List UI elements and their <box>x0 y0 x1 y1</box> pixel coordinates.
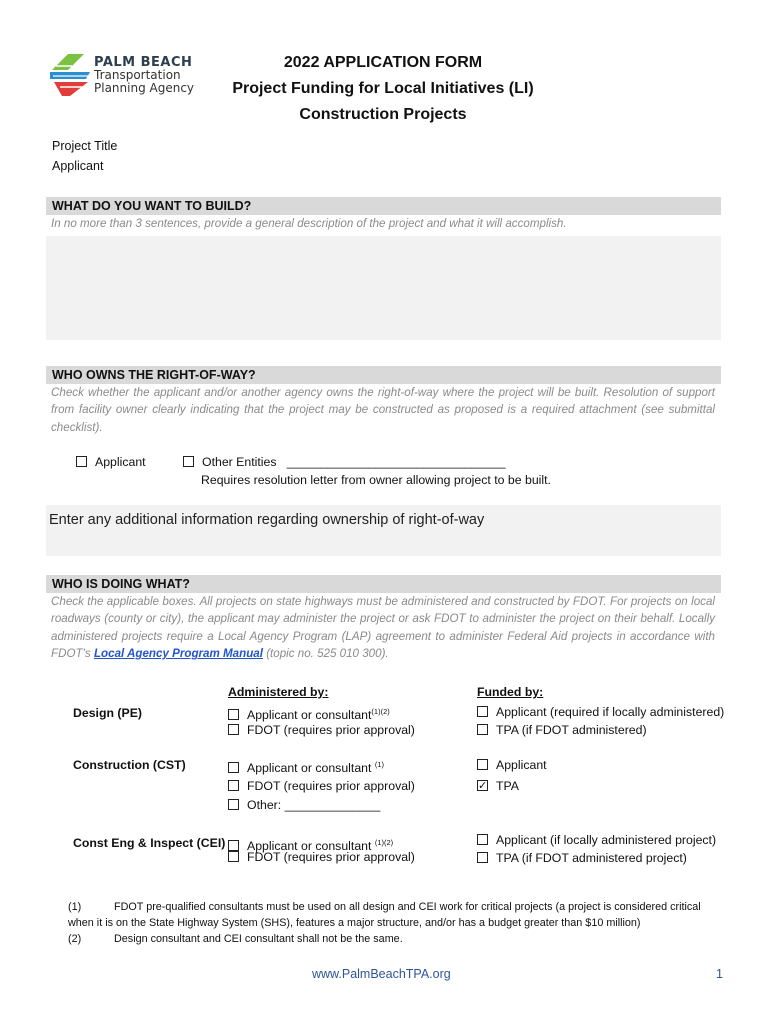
footnote-ref: (1)(2) <box>374 838 394 847</box>
design-fund-applicant-checkbox[interactable] <box>477 706 488 717</box>
row-option-applicant[interactable] <box>76 453 146 471</box>
who-instruction <box>51 593 715 662</box>
footnote-1-text: FDOT pre-qualified consultants must be used on all design and CEI work for critical projects (a project is considered critical <box>114 901 701 913</box>
row-applicant-checkbox[interactable] <box>76 456 87 467</box>
col-funded-header: Funded by: <box>477 685 544 699</box>
logo-line1: PALM BEACH <box>94 55 193 70</box>
applicant-label: Applicant <box>52 159 104 173</box>
construction-fund-applicant-label: Applicant <box>496 758 547 772</box>
who-instruction-tail: (topic no. 525 010 300). <box>262 646 389 660</box>
design-fund-tpa[interactable] <box>477 721 647 739</box>
build-description-field[interactable] <box>46 236 721 340</box>
design-admin-fdot[interactable] <box>228 721 415 739</box>
title-line1: 2022 APPLICATION FORM <box>283 54 483 71</box>
build-instruction: In no more than 3 sentences, provide a general description of the project and what it will accomplish. <box>51 217 567 230</box>
design-fund-tpa-label: TPA (if FDOT administered) <box>496 723 647 737</box>
row-instruction: Check whether the applicant and/or another agency owns the right-of-way where the project will be built. Resolution of support from facility owner clearly indicating that the project may be constructed as proposed is a required attachment (see submittal checklist). <box>51 386 715 434</box>
construction-admin-fdot-label: FDOT (requires prior approval) <box>247 779 415 793</box>
footnote-2-num: (2) <box>68 933 82 945</box>
cei-row-label: Const Eng & Inspect (CEI) <box>73 836 226 850</box>
row-other-checkbox[interactable] <box>183 456 194 467</box>
cei-fund-applicant-checkbox[interactable] <box>477 834 488 845</box>
who-instruction-text: Check the applicable boxes. All projects on state highways must be administered and constructed by FDOT. For projects on local roadways (county or city), the applicant may administer the project or ask FDOT to administer the project on their behalf. Locally administered projects require a Local Agency Program (LAP) agreement to administer Federal Aid projects in accordance with FDOT’s <box>51 595 715 660</box>
row-other-label: Other Entities <box>202 455 277 469</box>
footnote-2-text: Design consultant and CEI consultant shall not be the same. <box>114 933 403 945</box>
row-additional-field[interactable] <box>46 505 721 556</box>
design-admin-fdot-checkbox[interactable] <box>228 724 239 735</box>
lap-manual-link[interactable]: Local Agency Program Manual <box>93 646 263 660</box>
design-admin-fdot-label: FDOT (requires prior approval) <box>247 723 415 737</box>
cei-fund-tpa[interactable] <box>477 849 687 867</box>
design-admin-applicant-label: Applicant or consultant <box>247 708 372 723</box>
construction-fund-applicant-checkbox[interactable] <box>477 759 488 770</box>
tpa-logo-icon <box>50 52 92 98</box>
construction-row-label: Construction (CST) <box>73 758 186 772</box>
row-other-blank[interactable]: ________________________________ <box>286 455 506 469</box>
form-title <box>196 50 570 128</box>
construction-admin-applicant-checkbox[interactable] <box>228 762 239 773</box>
construction-fund-tpa[interactable] <box>477 777 519 795</box>
construction-fund-tpa-checkbox[interactable] <box>477 780 488 791</box>
construction-fund-applicant[interactable] <box>477 756 547 774</box>
row-applicant-label: Applicant <box>95 455 146 469</box>
cei-admin-fdot-checkbox[interactable] <box>228 851 239 862</box>
construction-admin-applicant-label: Applicant or consultant <box>247 761 375 776</box>
construction-fund-tpa-label: TPA <box>496 779 520 793</box>
design-fund-applicant[interactable] <box>477 703 724 721</box>
project-title-label: Project Title <box>52 139 118 153</box>
cei-admin-fdot[interactable] <box>228 848 415 866</box>
footnote-ref: (1)(2) <box>371 707 390 716</box>
logo-line2: Transportation <box>94 68 181 82</box>
title-line2: Project Funding for Local Initiatives (LI) <box>232 80 534 97</box>
footnote-1-cont: when it is on the State Highway System (SHS), features a major structure, and/or has a budget greater than $10 million) <box>68 917 641 929</box>
footer-url[interactable]: www.PalmBeachTPA.org <box>312 967 451 981</box>
footnote-1 <box>68 899 738 915</box>
cei-fund-applicant[interactable] <box>477 831 716 849</box>
design-row-label: Design (PE) <box>73 706 143 720</box>
cei-admin-applicant-label: Applicant or consultant <box>247 839 375 854</box>
logo <box>50 52 210 100</box>
row-additional-placeholder: Enter any additional information regarding ownership of right-of-way <box>49 512 485 528</box>
design-admin-applicant-checkbox[interactable] <box>228 709 239 720</box>
footnote-2 <box>68 931 403 947</box>
row-section-header: WHO OWNS THE RIGHT-OF-WAY? <box>46 366 721 384</box>
cei-fund-tpa-label: TPA (if FDOT administered project) <box>496 851 687 865</box>
construction-admin-applicant[interactable] <box>228 756 384 777</box>
footnote-1-num: (1) <box>68 901 82 913</box>
construction-admin-other-checkbox[interactable] <box>228 799 239 810</box>
construction-admin-other-label: Other: ______________ <box>247 798 381 812</box>
title-line3: Construction Projects <box>299 106 467 123</box>
row-requires-note: Requires resolution letter from owner allowing project to be built. <box>201 473 551 487</box>
design-fund-applicant-label: Applicant (required if locally administered) <box>496 705 725 719</box>
design-fund-tpa-checkbox[interactable] <box>477 724 488 735</box>
logo-line3: Planning Agency <box>94 81 195 95</box>
construction-admin-other[interactable] <box>228 796 380 814</box>
construction-admin-fdot-checkbox[interactable] <box>228 780 239 791</box>
who-section-header: WHO IS DOING WHAT? <box>46 575 721 593</box>
row-option-other[interactable] <box>183 453 506 471</box>
page-number: 1 <box>716 967 723 981</box>
footnote-ref: (1) <box>374 760 384 769</box>
col-administered-header: Administered by: <box>228 685 329 699</box>
cei-fund-tpa-checkbox[interactable] <box>477 852 488 863</box>
cei-admin-fdot-label: FDOT (requires prior approval) <box>247 850 415 864</box>
build-section-header: WHAT DO YOU WANT TO BUILD? <box>46 197 721 215</box>
construction-admin-fdot[interactable] <box>228 777 415 795</box>
cei-fund-applicant-label: Applicant (if locally administered project) <box>496 833 717 847</box>
